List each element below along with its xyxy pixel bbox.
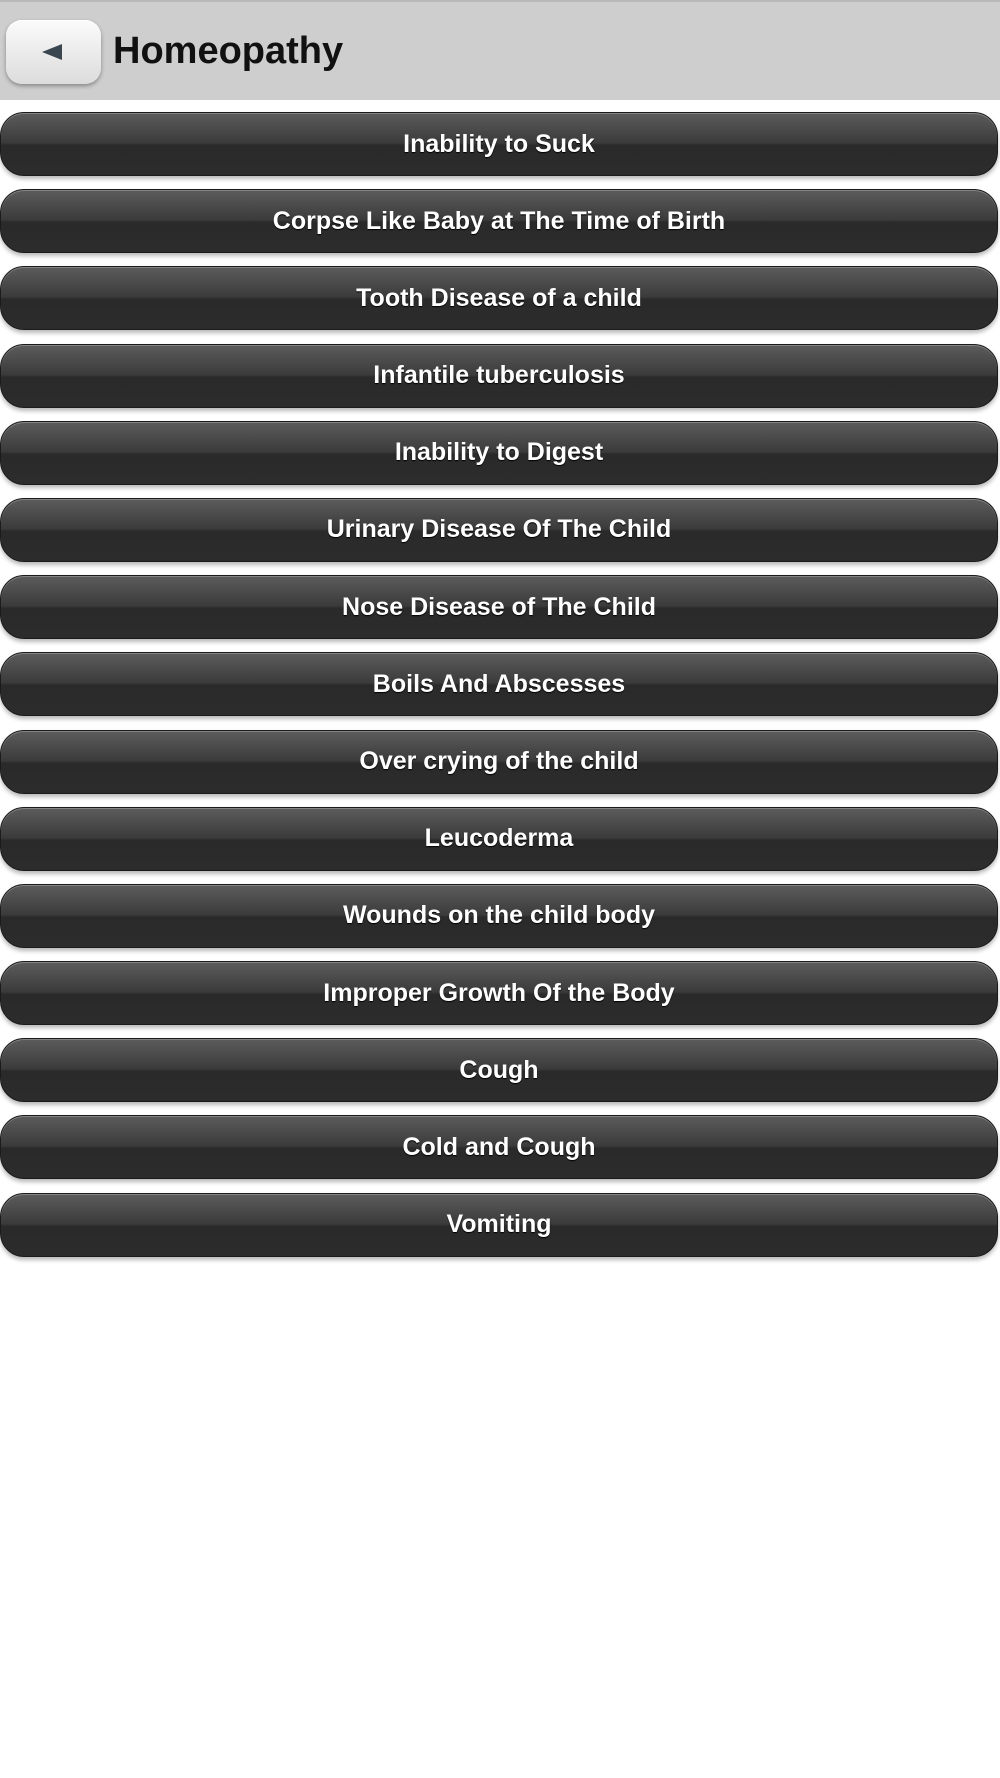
- list-item-label: Cough: [459, 1055, 539, 1084]
- list-item-label: Boils And Abscesses: [372, 669, 626, 698]
- list-item[interactable]: [0, 652, 998, 716]
- list-item[interactable]: [0, 575, 998, 639]
- list-item-label: Inability to Suck: [403, 129, 595, 158]
- list-item[interactable]: [0, 884, 998, 948]
- list-item-label: Wounds on the child body: [342, 901, 655, 930]
- list-item[interactable]: [0, 266, 998, 330]
- list-item[interactable]: [0, 498, 998, 562]
- list-item[interactable]: [0, 1038, 998, 1102]
- list-item[interactable]: [0, 421, 998, 485]
- list-item[interactable]: [0, 112, 998, 176]
- list-item-label: Nose Disease of The Child: [342, 592, 656, 621]
- list-item-label: Corpse Like Baby at The Time of Birth: [272, 206, 726, 235]
- header-bar: [0, 0, 1000, 100]
- list-item[interactable]: [0, 189, 998, 253]
- list-item[interactable]: [0, 730, 998, 794]
- list-item-label: Infantile tuberculosis: [373, 361, 625, 390]
- list-item[interactable]: [0, 807, 998, 871]
- back-arrow-icon: [42, 44, 62, 60]
- list-item[interactable]: [0, 344, 998, 408]
- list-item-label: Cold and Cough: [402, 1132, 596, 1161]
- list-item[interactable]: [0, 961, 998, 1025]
- list-item-label: Tooth Disease of a child: [356, 283, 642, 312]
- topic-list: [0, 112, 1000, 1270]
- list-item[interactable]: [0, 1193, 998, 1257]
- back-button[interactable]: [6, 20, 101, 84]
- list-item[interactable]: [0, 1115, 998, 1179]
- list-item-label: Over crying of the child: [359, 747, 639, 775]
- page-title: Homeopathy: [113, 30, 344, 72]
- list-item-label: Urinary Disease Of The Child: [326, 515, 672, 544]
- list-item-label: Inability to Digest: [394, 438, 604, 467]
- list-item-label: Leucoderma: [424, 824, 574, 853]
- list-item-label: Vomiting: [446, 1210, 552, 1239]
- list-item-label: Improper Growth Of the Body: [323, 978, 675, 1007]
